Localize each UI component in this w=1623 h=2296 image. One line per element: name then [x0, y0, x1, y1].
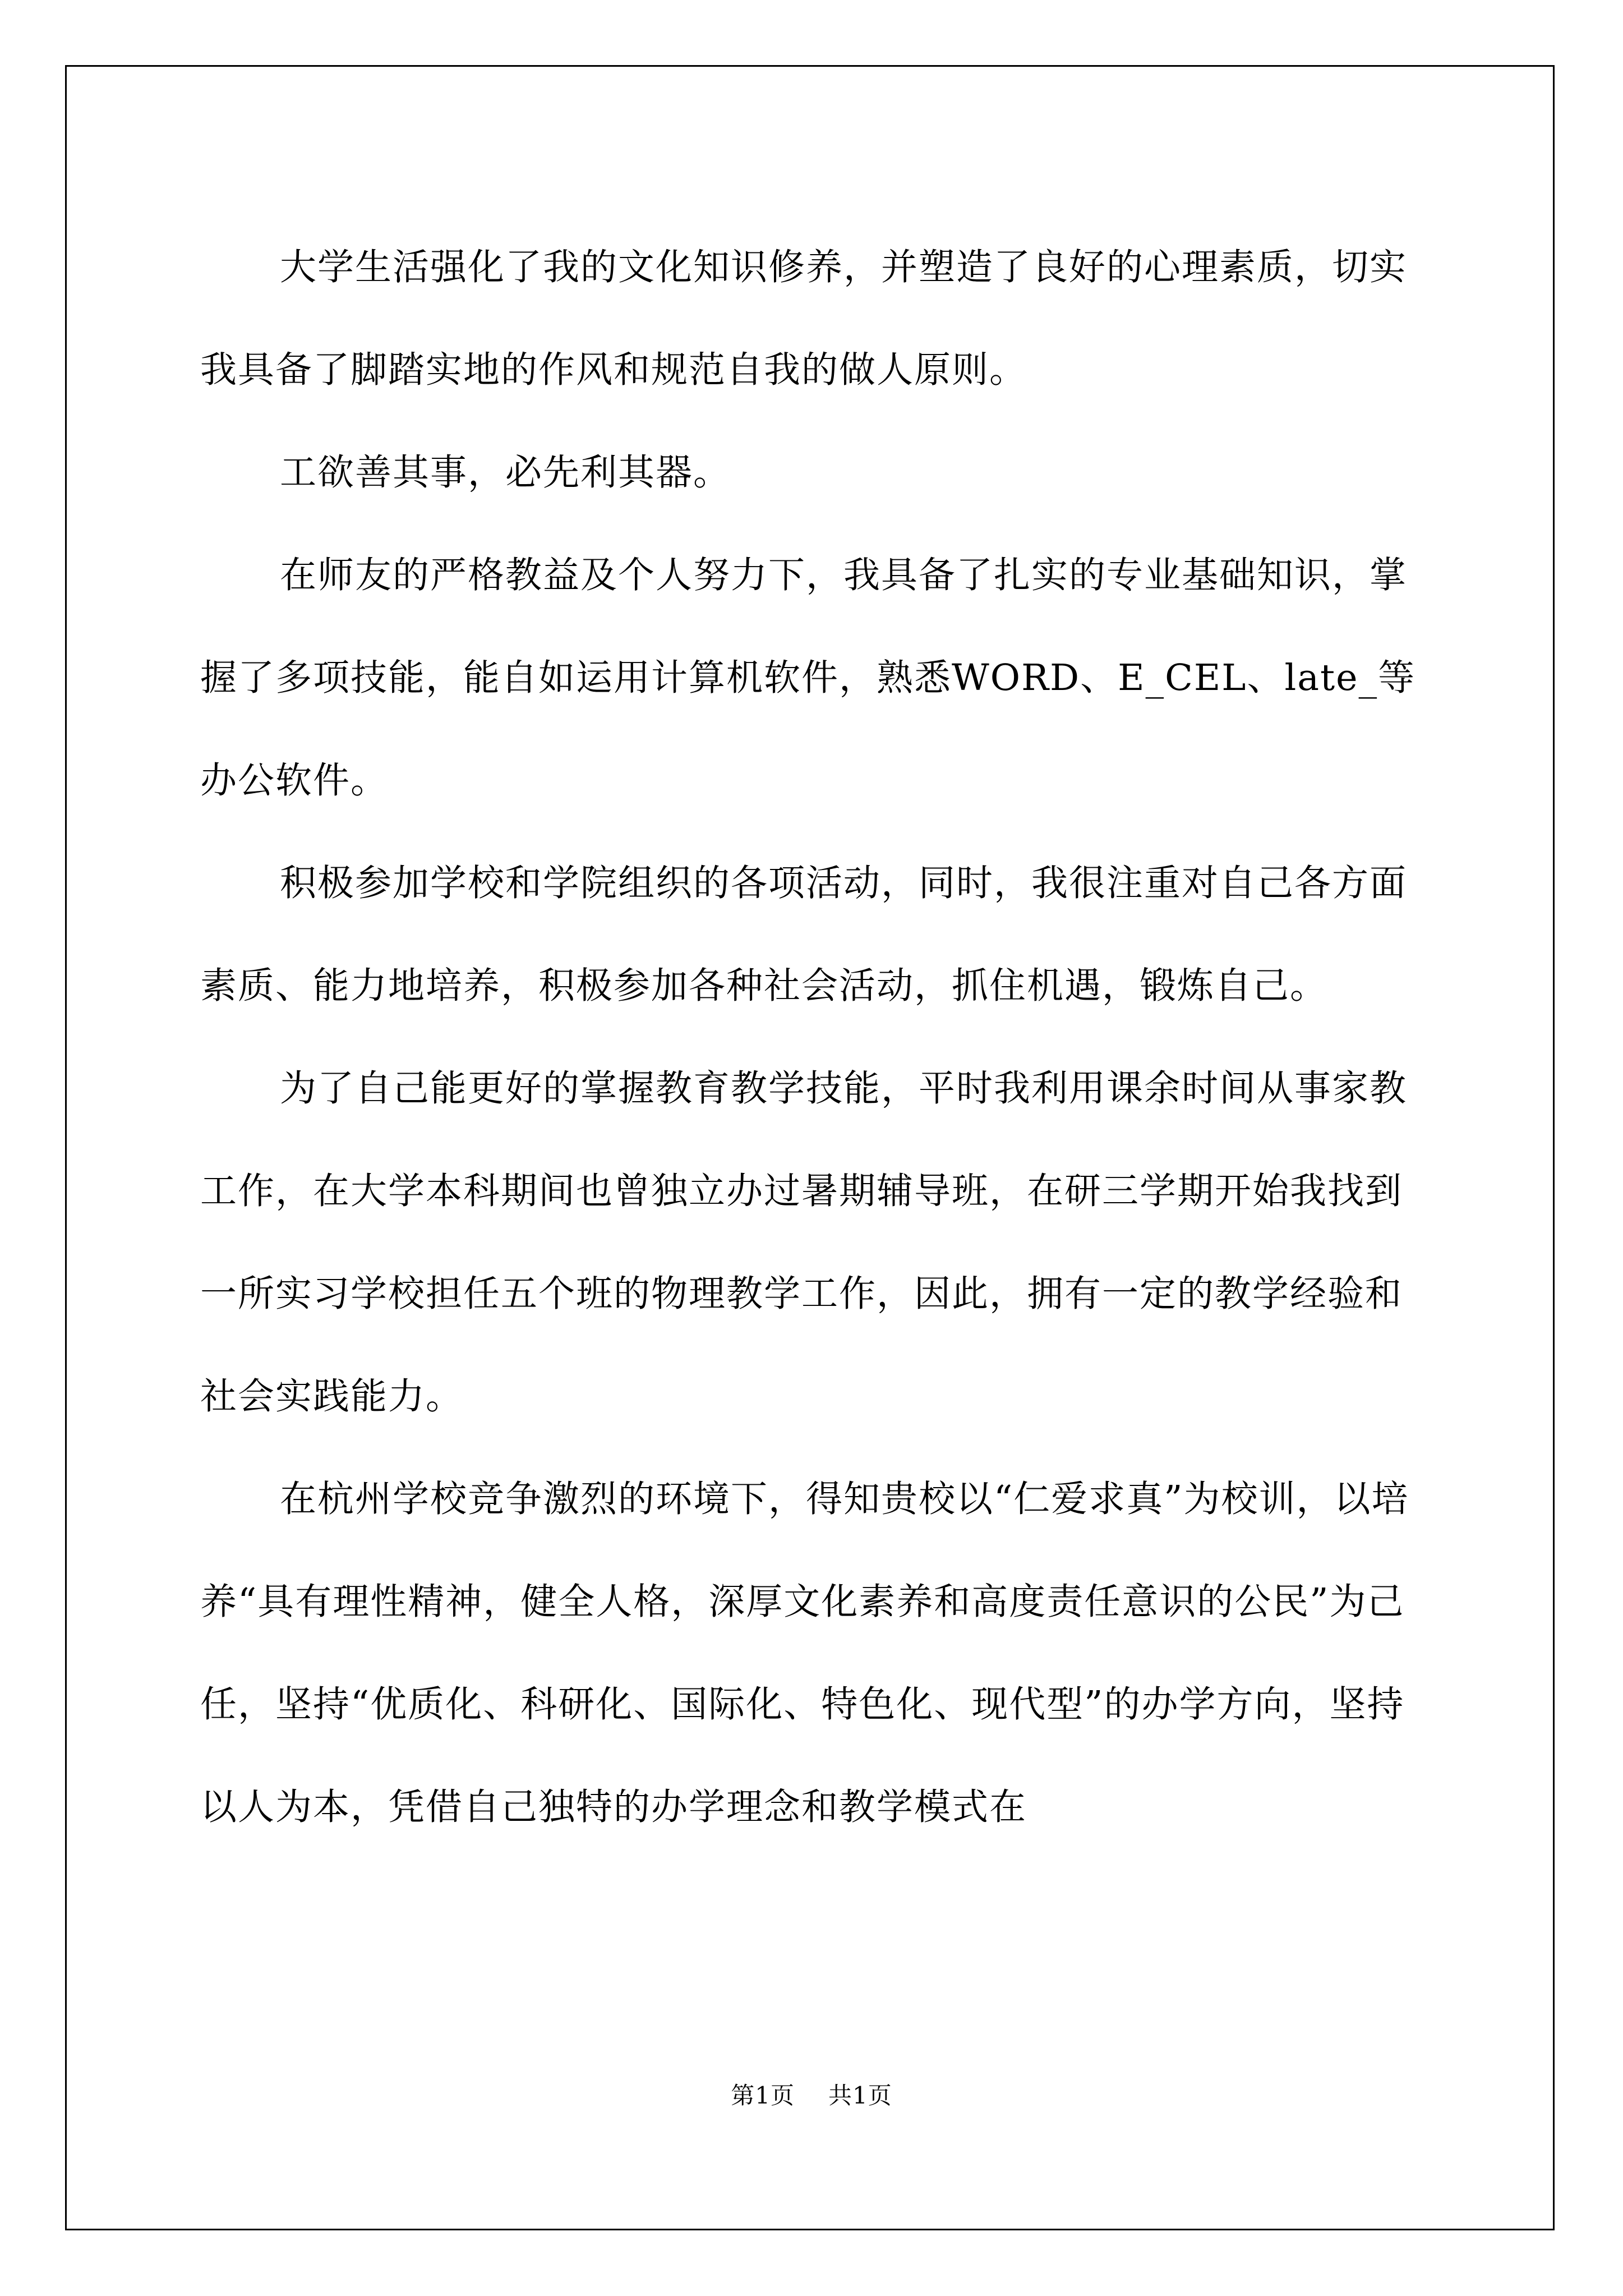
paragraph-6: 在杭州学校竞争激烈的环境下，得知贵校以“仁爱求真”为校训，以培养“具有理性精神，健全人格，深厚文化素养和高度责任意识的公民”为己任，坚持“优质化、科研化、国际化、特色化、现代型”的办学方向，坚持以人为本，凭借自己独特的办学理念和教学模式在 [200, 1478, 1409, 1828]
paragraph-3: 在师友的严格教益及个人努力下，我具备了扎实的专业基础知识，掌握了多项技能，能自如运用计算机软件，熟悉WORD、E_CEL、late_等办公软件。 [200, 554, 1416, 802]
paragraph-5: 为了自己能更好的掌握教育教学技能，平时我利用课余时间从事家教工作，在大学本科期间也曾独立办过暑期辅导班，在研三学期开始我找到一所实习学校担任五个班的物理教学工作，因此，拥有一定的教学经验和社会实践能力。 [200, 1068, 1408, 1418]
paragraph-4: 积极参加学校和学院组织的各项活动，同时，我很注重对自己各方面素质、能力地培养，积极参加各种社会活动，抓住机遇，锻炼自己。 [200, 862, 1408, 1007]
current-page-number: 第1页 [731, 2082, 795, 2109]
document-body [200, 216, 1434, 1858]
paragraph-1: 大学生活强化了我的文化知识修养，并塑造了良好的心理素质，切实我具备了脚踏实地的作风和规范自我的做人原则。 [200, 246, 1408, 391]
paragraph-2: 工欲善其事，必先利其器。 [280, 452, 731, 494]
page-footer [0, 2079, 1623, 2113]
total-page-count: 共1页 [828, 2082, 892, 2109]
